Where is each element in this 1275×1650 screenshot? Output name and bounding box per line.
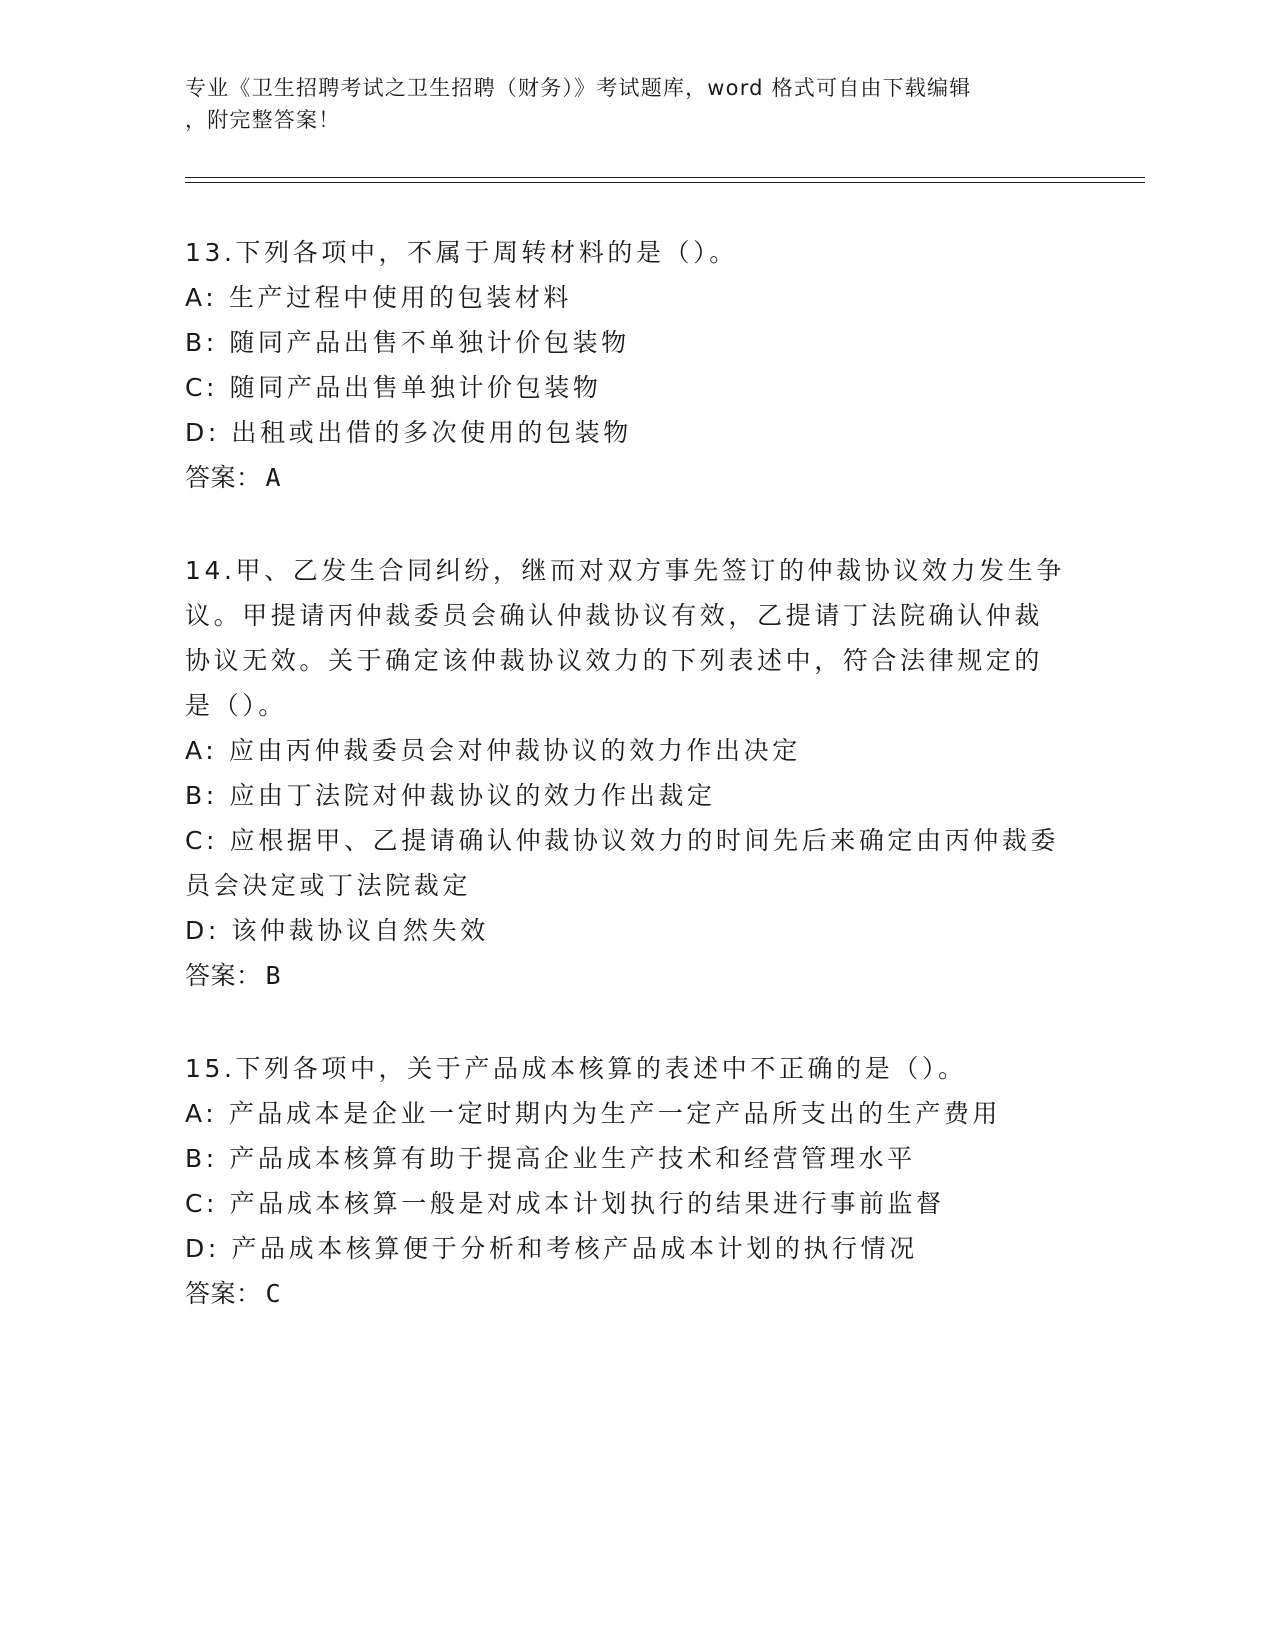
option-c: C: 产品成本核算一般是对成本计划执行的结果进行事前监督 (185, 1189, 945, 1218)
option-b: B: 应由丁法院对仲裁协议的效力作出裁定 (185, 781, 716, 810)
option-a: A: 生产过程中使用的包装材料 (185, 283, 573, 312)
document-header (185, 72, 1065, 136)
header-line-1: 专业《卫生招聘考试之卫生招聘（财务）》考试题库，word 格式可自由下载编辑 (185, 76, 972, 100)
option-c-line-2: 员会决定或丁法院裁定 (185, 871, 472, 900)
answer-label: 答案： (185, 961, 262, 990)
answer-value: A (265, 463, 282, 492)
answer (185, 953, 1085, 998)
question-stem-line-2: 议。甲提请丙仲裁委员会确认仲裁协议有效，乙提请丁法院确认仲裁 (185, 601, 1044, 630)
answer-label: 答案： (185, 463, 262, 492)
question-list (185, 230, 1085, 1364)
question-13 (185, 230, 1085, 500)
answer-value: B (265, 961, 282, 990)
option-c: C: 随同产品出售单独计价包装物 (185, 373, 602, 402)
answer (185, 455, 1085, 500)
option-d: D: 该仲裁协议自然失效 (185, 916, 489, 945)
header-line-2: ，附完整答案！ (185, 108, 341, 132)
answer-value: C (265, 1279, 282, 1308)
option-a: A: 应由丙仲裁委员会对仲裁协议的效力作出决定 (185, 736, 801, 765)
option-b: B: 产品成本核算有助于提高企业生产技术和经营管理水平 (185, 1144, 916, 1173)
option-d: D: 出租或出借的多次使用的包装物 (185, 418, 632, 447)
question-stem: 13.下列各项中，不属于周转材料的是（）。 (185, 238, 738, 267)
question-14 (185, 548, 1085, 998)
question-stem-line-3: 协议无效。关于确定该仲裁协议效力的下列表述中，符合法律规定的 (185, 646, 1044, 675)
option-b: B: 随同产品出售不单独计价包装物 (185, 328, 630, 357)
question-stem-line-4: 是（）。 (185, 691, 287, 720)
option-c-line-1: C: 应根据甲、乙提请确认仲裁协议效力的时间先后来确定由丙仲裁委 (185, 826, 1060, 855)
option-a: A: 产品成本是企业一定时期内为生产一定产品所支出的生产费用 (185, 1099, 1002, 1128)
question-stem: 15.下列各项中，关于产品成本核算的表述中不正确的是（）。 (185, 1054, 967, 1083)
header-divider-top (185, 177, 1145, 178)
header-divider-bottom (185, 182, 1145, 183)
answer-label: 答案： (185, 1279, 262, 1308)
question-stem-line-1: 14.甲、乙发生合同纠纷，继而对双方事先签订的仲裁协议效力发生争 (185, 556, 1065, 585)
answer (185, 1271, 1085, 1316)
question-15 (185, 1046, 1085, 1316)
option-d: D: 产品成本核算便于分析和考核产品成本计划的执行情况 (185, 1234, 918, 1263)
